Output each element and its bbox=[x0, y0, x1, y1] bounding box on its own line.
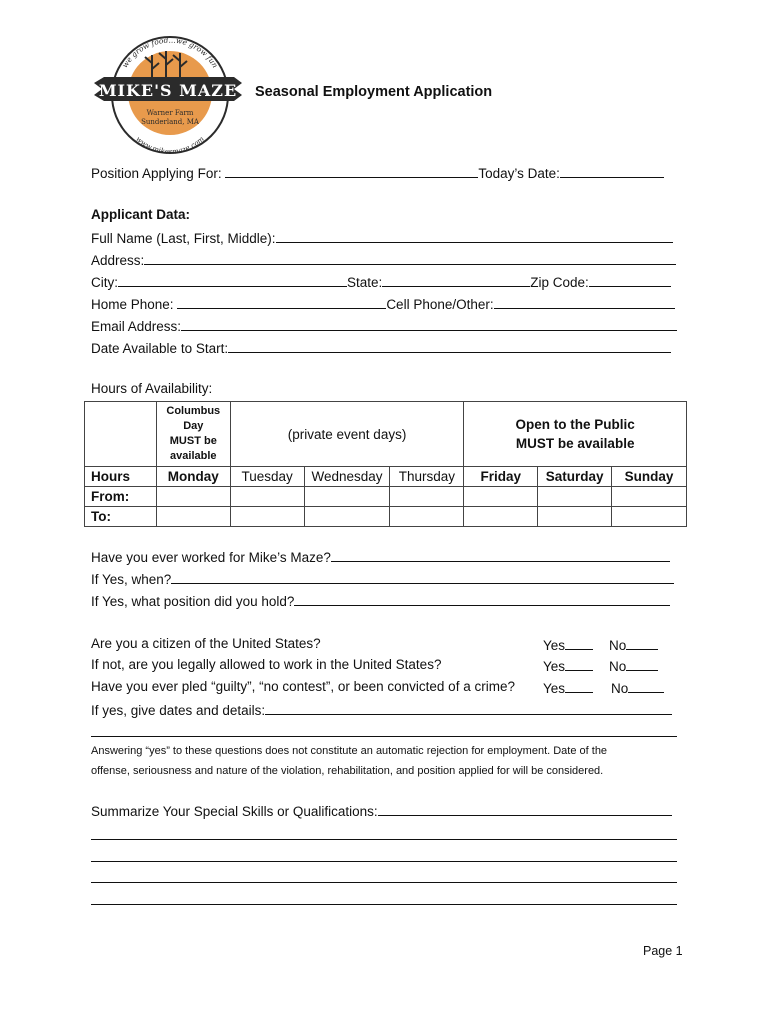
skills-line-3[interactable] bbox=[91, 861, 677, 862]
skills-line-2[interactable] bbox=[91, 839, 677, 840]
state-field[interactable] bbox=[382, 273, 530, 287]
svg-text:Sunderland, MA: Sunderland, MA bbox=[141, 118, 199, 126]
skills-label: Summarize Your Special Skills or Qualifications: bbox=[91, 804, 378, 819]
position-held-row bbox=[91, 592, 670, 610]
day-header-monday: Monday bbox=[156, 467, 230, 487]
position-label: Position Applying For: bbox=[91, 166, 226, 181]
from-monday-cell[interactable] bbox=[156, 487, 230, 507]
address-label: Address: bbox=[91, 253, 145, 268]
day-header-tuesday: Tuesday bbox=[230, 467, 304, 487]
from-friday-cell[interactable] bbox=[464, 487, 538, 507]
allowed-label: If not, are you legally allowed to work in the United States? bbox=[91, 657, 442, 672]
convicted-label: Have you ever pled “guilty”, “no contest”, or been convicted of a crime? bbox=[91, 679, 515, 694]
open-to-public-note: Open to the Public MUST be available bbox=[464, 402, 687, 467]
todays-date-field[interactable] bbox=[560, 164, 664, 178]
day-header-friday: Friday bbox=[464, 467, 538, 487]
day-header-sunday: Sunday bbox=[612, 467, 687, 487]
columbus-day-note: Columbus Day MUST be available bbox=[156, 402, 230, 467]
to-thursday-cell[interactable] bbox=[390, 507, 464, 527]
convicted-yes-row: Yes bbox=[543, 679, 593, 697]
city-field[interactable] bbox=[118, 273, 347, 287]
to-wednesday-cell[interactable] bbox=[304, 507, 390, 527]
from-wednesday-cell[interactable] bbox=[304, 487, 390, 507]
to-monday-cell[interactable] bbox=[156, 507, 230, 527]
email-field[interactable] bbox=[181, 317, 677, 331]
skills-line-5[interactable] bbox=[91, 904, 677, 905]
svg-text:Warner Farm: Warner Farm bbox=[146, 109, 194, 117]
svg-text:www.mikesmaze.com: www.mikesmaze.com bbox=[134, 134, 206, 156]
availability-table bbox=[84, 401, 687, 527]
zip-field[interactable] bbox=[589, 273, 671, 287]
allowed-yes-field[interactable] bbox=[565, 657, 593, 671]
page-number: Page 1 bbox=[643, 944, 683, 958]
skills-row bbox=[91, 802, 672, 820]
home-phone-field[interactable] bbox=[177, 295, 386, 309]
convicted-no-row: No bbox=[611, 679, 664, 697]
citizen-no-field[interactable] bbox=[626, 636, 658, 650]
phone-row bbox=[91, 295, 675, 313]
to-label: To: bbox=[85, 507, 157, 527]
allowed-no-row: No bbox=[609, 657, 658, 675]
state-label: State: bbox=[347, 275, 383, 290]
from-label: From: bbox=[85, 487, 157, 507]
citizen-yes-row: Yes bbox=[543, 636, 593, 654]
date-available-field[interactable] bbox=[228, 339, 671, 353]
date-available-row bbox=[91, 339, 671, 357]
when-label: If Yes, when? bbox=[91, 572, 172, 587]
from-saturday-cell[interactable] bbox=[538, 487, 612, 507]
when-field[interactable] bbox=[171, 570, 674, 584]
position-row bbox=[91, 164, 664, 182]
from-thursday-cell[interactable] bbox=[390, 487, 464, 507]
details-row bbox=[91, 701, 672, 719]
form-title: Seasonal Employment Application bbox=[255, 84, 493, 100]
position-held-label: If Yes, what position did you hold? bbox=[91, 594, 295, 609]
to-sunday-cell[interactable] bbox=[612, 507, 687, 527]
hours-label: Hours bbox=[85, 467, 157, 487]
cell-phone-label: Cell Phone/Other: bbox=[386, 297, 494, 312]
when-row bbox=[91, 570, 674, 588]
position-held-field[interactable] bbox=[294, 592, 670, 606]
skills-field[interactable] bbox=[378, 802, 672, 816]
worked-before-field[interactable] bbox=[331, 548, 670, 562]
todays-date-label: Today’s Date: bbox=[478, 166, 560, 181]
city-state-zip-row bbox=[91, 273, 671, 291]
convicted-no-field[interactable] bbox=[628, 679, 664, 693]
full-name-label: Full Name (Last, First, Middle): bbox=[91, 231, 276, 246]
citizen-label: Are you a citizen of the United States? bbox=[91, 636, 321, 651]
allowed-yes-row: Yes bbox=[543, 657, 593, 675]
availability-label: Hours of Availability: bbox=[91, 381, 213, 396]
zip-label: Zip Code: bbox=[530, 275, 589, 290]
day-header-thursday: Thursday bbox=[390, 467, 464, 487]
applicant-heading: Applicant Data: bbox=[91, 207, 191, 222]
full-name-field[interactable] bbox=[276, 229, 673, 243]
worked-before-label: Have you ever worked for Mike’s Maze? bbox=[91, 550, 331, 565]
svg-text:MIKE'S MAZE: MIKE'S MAZE bbox=[98, 81, 238, 100]
from-tuesday-cell[interactable] bbox=[230, 487, 304, 507]
worked-before-row bbox=[91, 548, 670, 566]
skills-line-4[interactable] bbox=[91, 882, 677, 883]
to-saturday-cell[interactable] bbox=[538, 507, 612, 527]
corn-stalks-icon bbox=[145, 51, 187, 79]
email-label: Email Address: bbox=[91, 319, 182, 334]
mikes-maze-logo bbox=[92, 33, 244, 157]
citizen-yes-field[interactable] bbox=[565, 636, 593, 650]
address-row bbox=[91, 251, 676, 269]
date-available-label: Date Available to Start: bbox=[91, 341, 229, 356]
convicted-yes-field[interactable] bbox=[565, 679, 593, 693]
details-label: If yes, give dates and details: bbox=[91, 703, 266, 718]
day-header-saturday: Saturday bbox=[538, 467, 612, 487]
email-row bbox=[91, 317, 677, 335]
city-label: City: bbox=[91, 275, 118, 290]
to-friday-cell[interactable] bbox=[464, 507, 538, 527]
cell-phone-field[interactable] bbox=[494, 295, 675, 309]
address-field[interactable] bbox=[144, 251, 676, 265]
details-field[interactable] bbox=[265, 701, 672, 715]
legal-disclaimer: Answering “yes” to these questions does not constitute an automatic rejection for employment. Date of the offense, seriousness and nature of the violation, rehabilitation, and position applied for will be considered. bbox=[91, 745, 608, 777]
home-phone-label: Home Phone: bbox=[91, 297, 178, 312]
private-event-days-note: (private event days) bbox=[230, 402, 464, 467]
from-sunday-cell[interactable] bbox=[612, 487, 687, 507]
svg-text:we grow food...we grow fun: we grow food...we grow fun bbox=[120, 35, 220, 70]
to-tuesday-cell[interactable] bbox=[230, 507, 304, 527]
table-corner-cell bbox=[85, 402, 157, 467]
position-field[interactable] bbox=[225, 164, 478, 178]
full-name-row bbox=[91, 229, 673, 247]
day-header-wednesday: Wednesday bbox=[304, 467, 390, 487]
citizen-no-row: No bbox=[609, 636, 658, 654]
details-field-line-2[interactable] bbox=[91, 736, 677, 737]
allowed-no-field[interactable] bbox=[626, 657, 658, 671]
